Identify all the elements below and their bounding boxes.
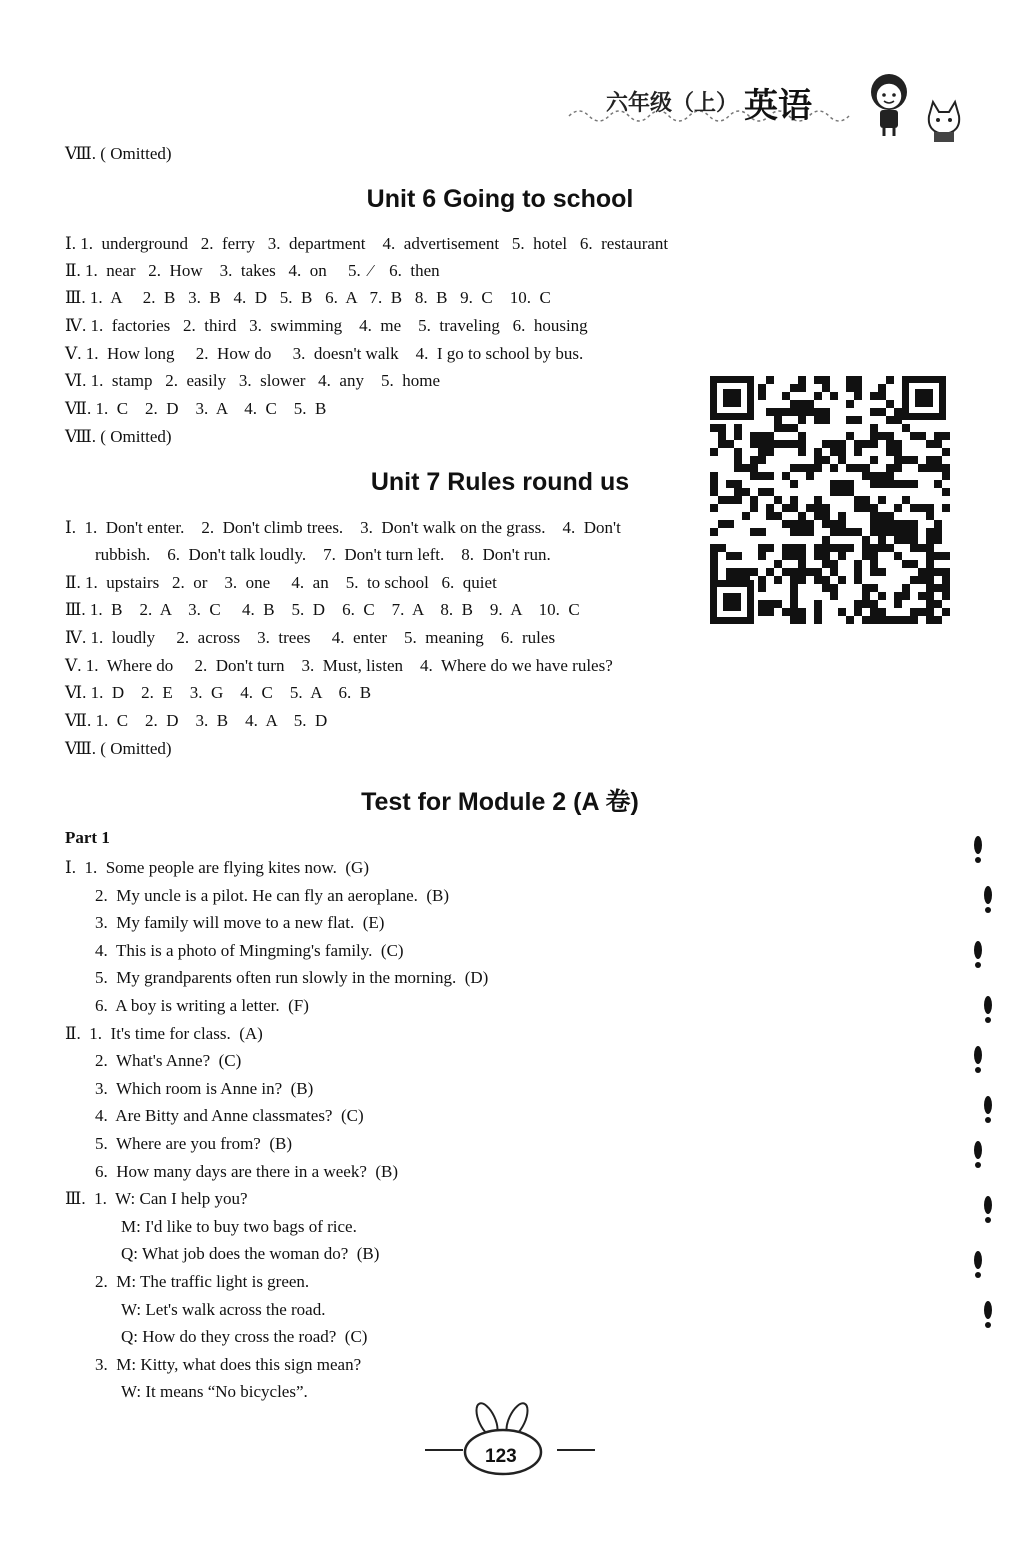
test-answer-line: 3. Which room is Anne in? (B) xyxy=(95,1079,314,1098)
test-answer-line: Ⅲ. 1. W: Can I help you? xyxy=(65,1189,248,1208)
unit7-answer-line: Ⅵ. 1. D 2. E 3. G 4. C 5. A 6. B xyxy=(65,683,372,702)
test-answer-line: 3. M: Kitty, what does this sign mean? xyxy=(95,1355,362,1374)
test-answer-line: 2. My uncle is a pilot. He can fly an aeroplane. (B) xyxy=(95,886,450,905)
unit7-answer-line: Ⅰ. 1. Don't enter. 2. Don't climb trees. 3. Don't walk on the grass. 4. Don't xyxy=(65,518,621,537)
unit5-omitted-line: Ⅷ. ( Omitted) xyxy=(65,144,172,163)
unit7-answer-line: Ⅲ. 1. B 2. A 3. C 4. B 5. D 6. C 7. A 8. B 9. A 10. C xyxy=(65,600,580,619)
qr-code-icon[interactable] xyxy=(706,372,950,628)
test-answer-line: 2. M: The traffic light is green. xyxy=(95,1272,310,1291)
unit7-answer-line: rubbish. 6. Don't talk loudly. 7. Don't turn left. 8. Don't run. xyxy=(95,545,551,564)
unit7-answer-line: Ⅳ. 1. loudly 2. across 3. trees 4. enter 5. meaning 6. rules xyxy=(65,628,556,647)
unit6-answer-line: Ⅷ. ( Omitted) xyxy=(65,427,172,446)
unit7-answer-line: Ⅶ. 1. C 2. D 3. B 4. A 5. D xyxy=(65,711,328,730)
unit7-answer-line: Ⅷ. ( Omitted) xyxy=(65,739,172,758)
test-answer-line: 2. What's Anne? (C) xyxy=(95,1051,242,1070)
test-answer-line: 5. My grandparents often run slowly in the morning. (D) xyxy=(95,968,489,987)
unit6-answer-line: Ⅱ. 1. near 2. How 3. takes 4. on 5. ⁄ 6. then xyxy=(65,261,440,280)
page-header xyxy=(564,78,954,148)
unit6-answer-line: Ⅶ. 1. C 2. D 3. A 4. C 5. B xyxy=(65,399,327,418)
part-label: Part 1 xyxy=(65,828,110,847)
test-answer-line: Q: What job does the woman do? (B) xyxy=(121,1244,380,1263)
page-number: 123 xyxy=(485,1446,517,1467)
grade-label: 六年级（上） xyxy=(606,91,739,116)
test-answer-line: M: I'd like to buy two bags of rice. xyxy=(121,1217,357,1236)
unit6-title: Unit 6 Going to school xyxy=(366,185,634,213)
unit6-answer-line: Ⅴ. 1. How long 2. How do 3. doesn't walk 4. I go to school by bus. xyxy=(65,344,584,363)
test-answer-line: Ⅱ. 1. It's time for class. (A) xyxy=(65,1024,263,1043)
test-answer-line: Q: How do they cross the road? (C) xyxy=(121,1327,368,1346)
test-answer-line: 4. Are Bitty and Anne classmates? (C) xyxy=(95,1106,364,1125)
unit6-answer-line: Ⅳ. 1. factories 2. third 3. swimming 4. me 5. traveling 6. housing xyxy=(65,316,588,335)
test-answer-line: W: It means “No bicycles”. xyxy=(121,1382,308,1401)
test-answer-line: W: Let's walk across the road. xyxy=(121,1300,326,1319)
unit7-answer-line: Ⅴ. 1. Where do 2. Don't turn 3. Must, listen 4. Where do we have rules? xyxy=(65,656,613,675)
unit6-answer-line: Ⅰ. 1. underground 2. ferry 3. department 4. advertisement 5. hotel 6. restaurant xyxy=(65,234,669,253)
unit7-title: Unit 7 Rules round us xyxy=(370,468,630,496)
subject-label: 英语 xyxy=(744,86,812,126)
test-answer-line: 6. A boy is writing a letter. (F) xyxy=(95,996,309,1015)
page-number-badge xyxy=(425,1402,595,1482)
rabbit-icon xyxy=(425,1402,595,1482)
unit6-answer-line: Ⅲ. 1. A 2. B 3. B 4. D 5. B 6. A 7. B 8. B 9. C 10. C xyxy=(65,288,551,307)
cat-mascot-icon xyxy=(919,96,969,146)
test-title: Test for Module 2 (A 卷) xyxy=(361,788,639,816)
test-answer-line: 6. How many days are there in a week? (B) xyxy=(95,1162,399,1181)
test-answer-line: Ⅰ. 1. Some people are flying kites now. (G) xyxy=(65,858,369,877)
unit6-answer-line: Ⅵ. 1. stamp 2. easily 3. slower 4. any 5. home xyxy=(65,371,440,390)
test-answer-line: 5. Where are you from? (B) xyxy=(95,1134,292,1153)
test-answer-line: 4. This is a photo of Mingming's family. (C) xyxy=(95,941,404,960)
unit7-answer-line: Ⅱ. 1. upstairs 2. or 3. one 4. an 5. to school 6. quiet xyxy=(65,573,497,592)
girl-mascot-icon xyxy=(854,68,924,138)
footprints-decoration-icon xyxy=(960,830,1010,1350)
test-answer-line: 3. My family will move to a new flat. (E) xyxy=(95,913,385,932)
